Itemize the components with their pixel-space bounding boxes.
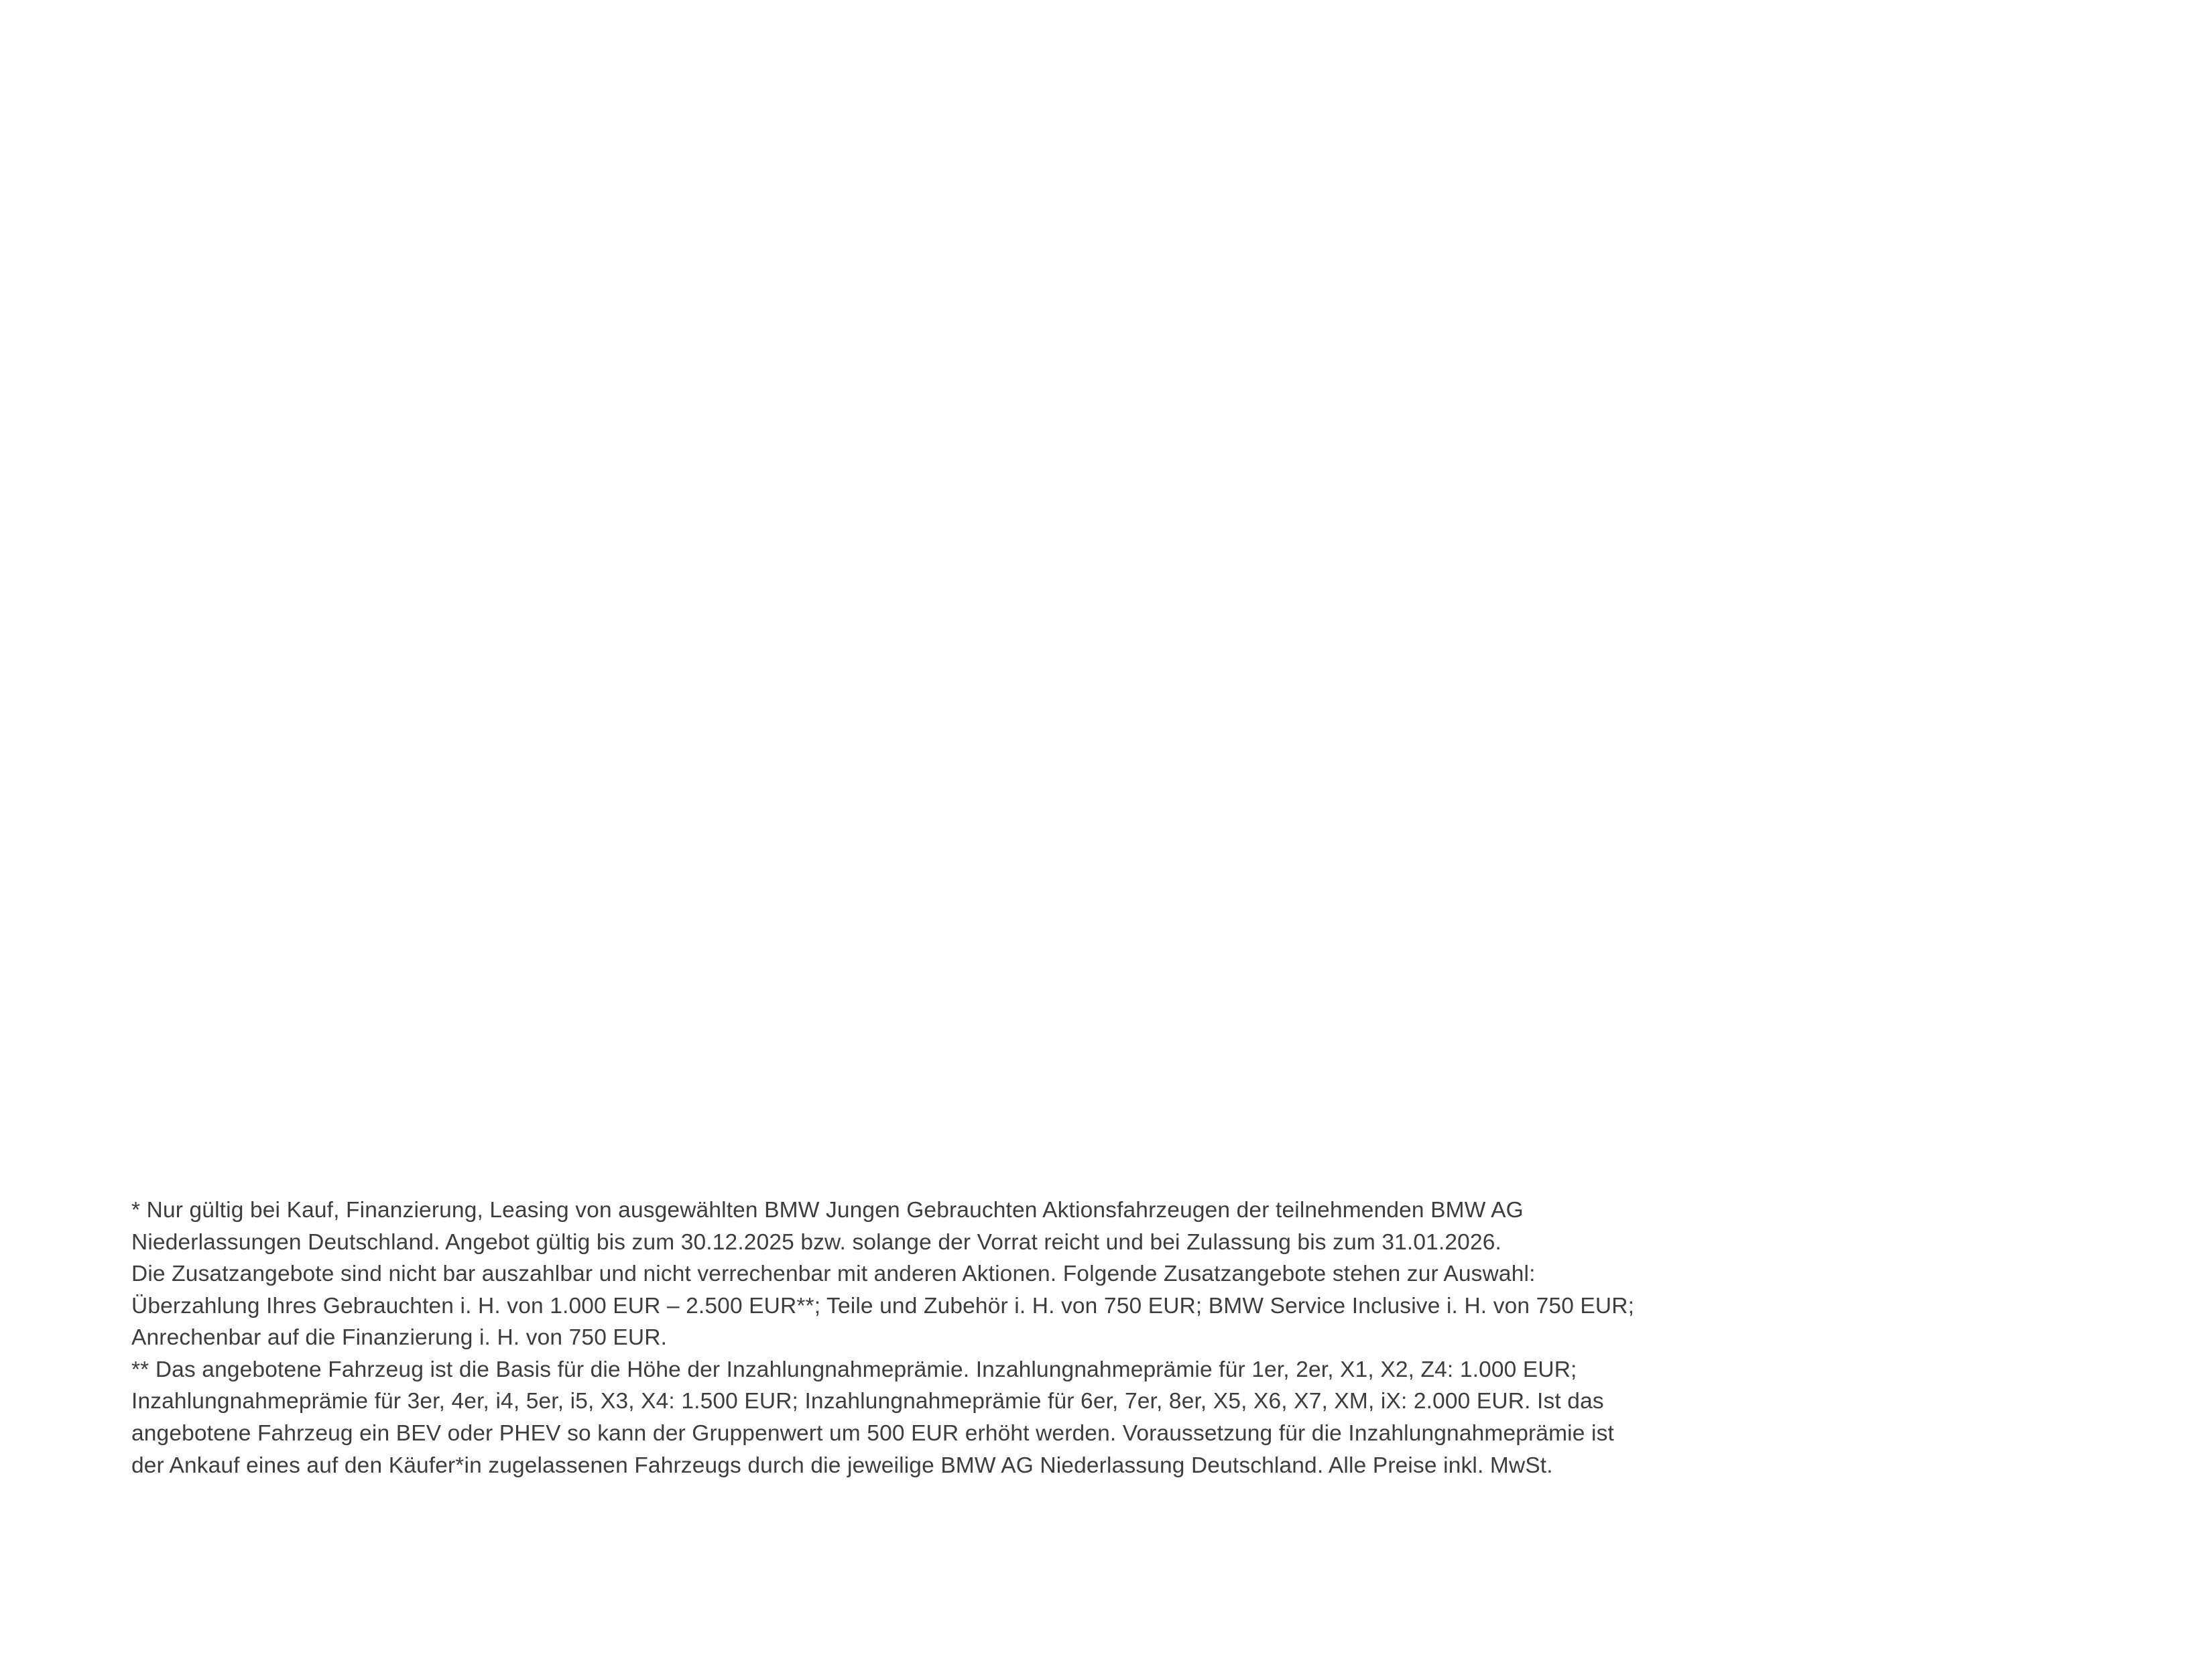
- footnote-line: * Nur gültig bei Kauf, Finanzierung, Leasing von ausgewählten BMW Jungen Gebrauchten Aktionsfahrzeugen der teilnehmenden BMW AG: [131, 1198, 1524, 1223]
- footnote-line: angebotene Fahrzeug ein BEV oder PHEV so kann der Gruppenwert um 500 EUR erhöht werden. Voraussetzung für die Inzahlungnahmeprämie ist: [131, 1420, 1614, 1446]
- footnote-line: Überzahlung Ihres Gebrauchten i. H. von 1.000 EUR – 2.500 EUR**; Teile und Zubehör i. H. von 750 EUR; BMW Service Inclusive i. H. von 750 EUR;: [131, 1293, 1635, 1318]
- footnote-line: ** Das angebotene Fahrzeug ist die Basis für die Höhe der Inzahlungnahmeprämie. Inzahlungnahmeprämie für 1er, 2er, X1, X2, Z4: 1.000 EUR;: [131, 1357, 1577, 1382]
- footnote-line: Die Zusatzangebote sind nicht bar auszahlbar und nicht verrechenbar mit anderen Aktionen. Folgende Zusatzangebote stehen zur Auswahl:: [131, 1262, 1536, 1287]
- footnote-line: Inzahlungnahmeprämie für 3er, 4er, i4, 5er, i5, X3, X4: 1.500 EUR; Inzahlungnahmeprämie für 6er, 7er, 8er, X5, X6, X7, XM, iX: 2.000 EUR. Ist das: [131, 1389, 1604, 1414]
- footnote-double-asterisk: [131, 1354, 2115, 1481]
- footnote-line: der Ankauf eines auf den Käufer*in zugelassenen Fahrzeugs durch die jeweilige BMW AG Niederlassung Deutschland. Alle Preise inkl. MwSt.: [131, 1453, 1553, 1478]
- footnote-line: Niederlassungen Deutschland. Angebot gültig bis zum 30.12.2025 bzw. solange der Vorrat reicht und bei Zulassung bis zum 31.01.2026.: [131, 1229, 1501, 1255]
- footnote-single-asterisk: [131, 1194, 2115, 1354]
- footnotes-section: [131, 1194, 2115, 1481]
- footnote-line: Anrechenbar auf die Finanzierung i. H. von 750 EUR.: [131, 1325, 668, 1351]
